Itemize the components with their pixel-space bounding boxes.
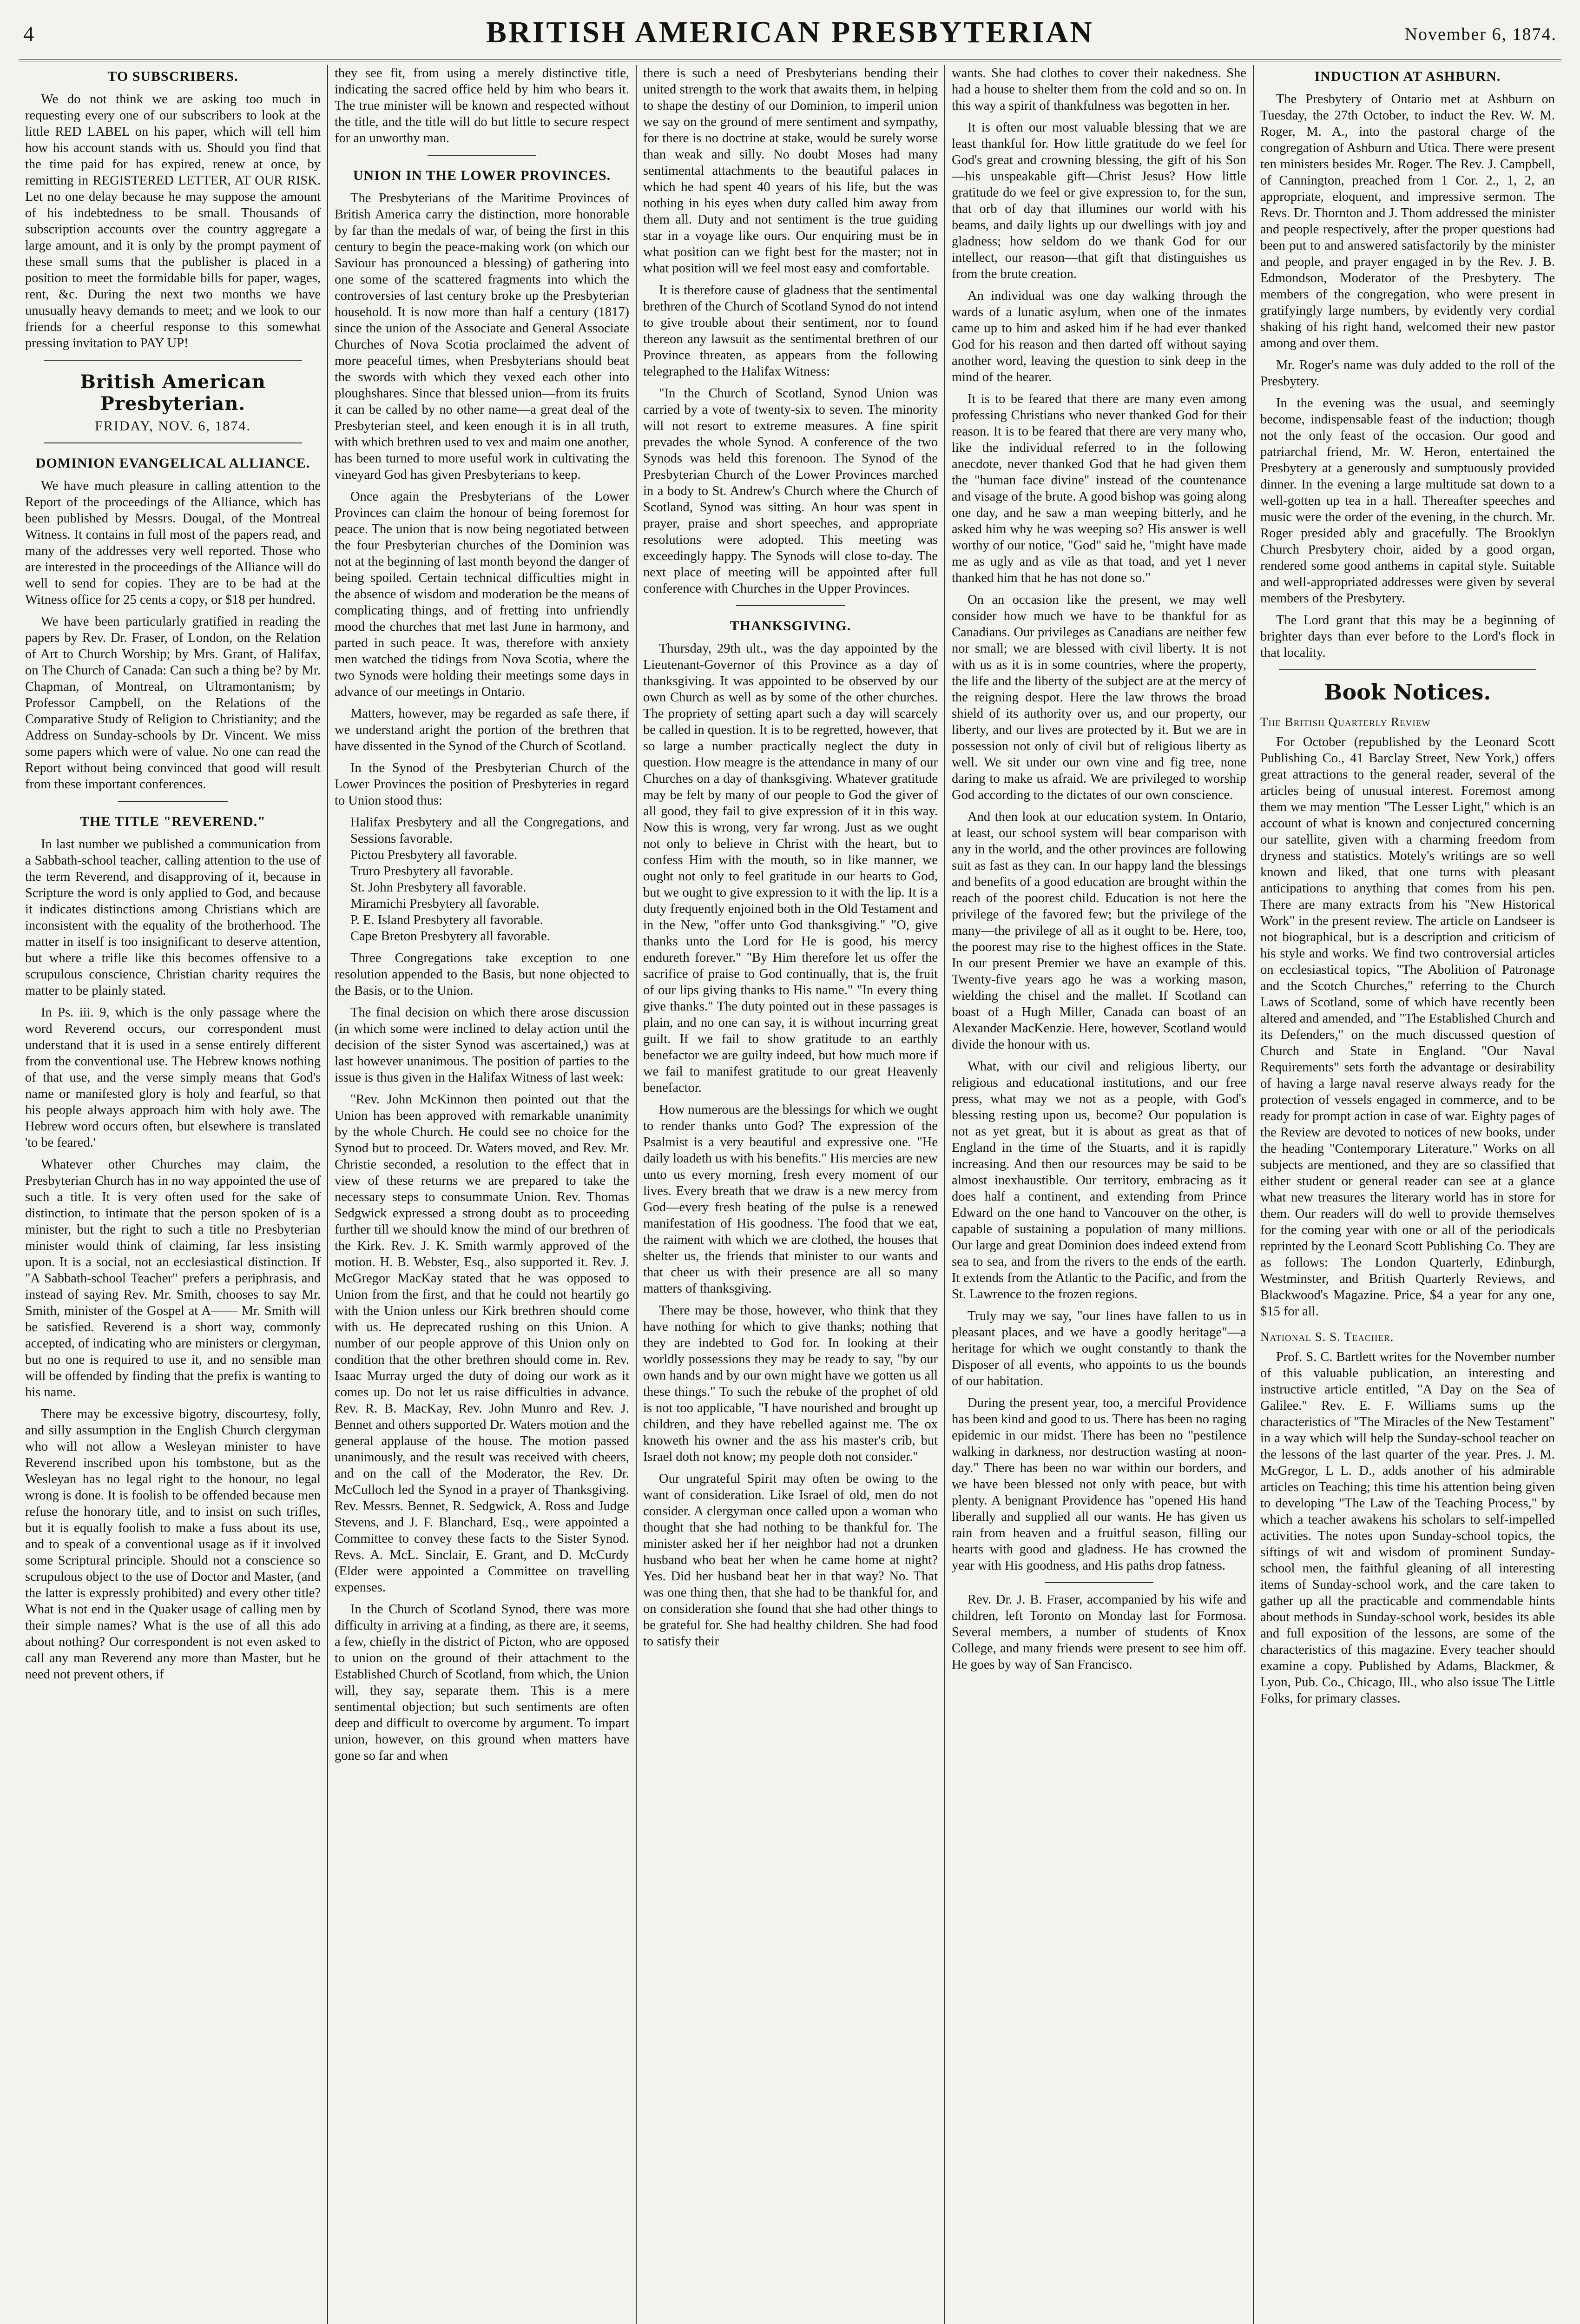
divider (1045, 1582, 1153, 1583)
presbytery-vote: Cape Breton Presbytery all favorable. (350, 929, 550, 944)
presbytery-vote: P. E. Island Presbytery all favorable. (350, 913, 543, 927)
article-paragraph: In the evening was the usual, and seemingly become, indispensable feast of the induction; though not the only feast of the occasion. Our good and patriarchal friend, Mr. W. Heron, entertained the Presbytery at a generously and sumptuously provided dinner. In the evening a large multitude sat down to a well-gotten up tea in a hall. Thereafter speeches and music were the order of the evening, in the church. Mr. Roger presided ably and gracefully. The Brooklyn Church Presbytery choir, aided by a good organ, rendered some good anthems in capital style. Suitable and well-appropriated addresses were given by several members of the Presbytery. (1260, 396, 1555, 606)
presbytery-vote: Truro Presbytery all favorable. (350, 864, 514, 878)
article-paragraph: there is such a need of Presbyterians bending their united strength to the work that awaits them, in helping to shape the destiny of our Dominion, to imperil union we say on the ground of mere sentiment and sympathy, for there is no doctrine at stake, would be surely worse than weak and silly. No doubt Moses had many sentimental attachments to the beautiful palaces in which he had spent 40 years of his life, but the was nothing in his eyes when duty called him away from them all. Duty and not sentiment is the true guiding star in a voyage like ours. Our enquiring must be in what position can we fight best for the master; not in what position will we feel most easy and comfortable. (643, 66, 938, 276)
induction-heading: INDUCTION AT ASHBURN. (1314, 69, 1501, 84)
article-paragraph: Truly may we say, "our lines have fallen to us in pleasant places, and we have a goodly heritage"—a heritage for which we ought constantly to thank the Disposer of all events, who appoints to us the bounds of our habitation. (952, 1309, 1246, 1388)
alliance-heading: DOMINION EVANGELICAL ALLIANCE. (35, 456, 310, 471)
article-paragraph: We have been particularly gratified in reading the papers by Rev. Dr. Fraser, of London, on the Relation of Art to Church Worship; by Mrs. Grant, of Halifax, on The Church of Canada: Can such a thing be? by Mr. Chapman, of Montreal, on Ultramontanism; by Professor Campbell, on the Relations of the Comparative Study of Religion to Christianity; and the Address on Sunday-schools by Dr. Vincent. We miss some papers which were of value. No one can read the Report without being convinced that good will result from these important conferences. (25, 614, 321, 792)
review-title: The British Quarterly Review (1260, 715, 1431, 729)
column-2 (327, 65, 636, 2324)
article-paragraph: Mr. Roger's name was duly added to the roll of the Presbytery. (1260, 358, 1555, 389)
issue-date: November 6, 1874. (1404, 25, 1557, 44)
presbytery-vote: Halifax Presbytery and all the Congregations, and Sessions favorable. (350, 815, 629, 846)
article-paragraph: Once again the Presbyterians of the Lower Provinces can claim the honour of being foremost for peace. The union that is now being negotiated between the four Presbyterian churches of the Dominion was not at the beginning of last month beyond the danger of being spoiled. Certain technical difficulties might in the absence of wisdom and moderation be the means of complicating things, and of fretting into unfriendly mood the churches that met last June in harmony, and parted in such peace. It was, therefore with anxiety men watched the tidings from Nova Scotia, where the two Synods were holding their meetings some days in advance of our meetings in Ontario. (335, 489, 629, 699)
divider (44, 360, 302, 361)
article-paragraph: On an occasion like the present, we may well consider how much we have to be thankful for as Canadians. Our privileges as Canadians are neither few nor small; we are blessed with civil liberty. It is not with us as it is in some countries, where the property, the life and the liberty of the subject are at the mercy of the reigning despot. Here the law throws the broad shield of its authority over us, and our property, our liberty, and our lives are protected by it. But we are in possession not only of civil but of religious liberty as well. We sit under our own vine and fig tree, none daring to make us afraid. We are privileged to worship God according to the dictates of our own conscience. (952, 593, 1246, 802)
paper-nameplate: British American Presbyterian. (80, 371, 266, 415)
page-columns (19, 65, 1561, 2324)
divider (736, 605, 845, 606)
review-title: National S. S. Teacher. (1260, 1330, 1394, 1344)
article-paragraph: The Presbyterians of the Maritime Provinces of British America carry the distinction, more honorable by far than the medals of war, of being the first in this century to begin the peace-making work (on which our Saviour has pronounced a blessing) of gathering into one some of the scattered fragments into which the controversies of last century broke up the Presbyterian household. It is now more than half a century (1817) since the union of the Associate and General Associate Churches of Nova Scotia proclaimed the advent of more peaceful times, when Presbyterians should beat the swords with which they vexed each other into ploughshares. Since that blessed union—from its fruits it can be called by no other name—a great deal of the Presbyterian steel, and keen enough it is in all truth, with which brethren used to vex and maim one another, has been turned to more useful work in cultivating the vineyard God has given Presbyterians to keep. (335, 191, 629, 482)
subscribers-notice: We do not think we are asking too much in requesting every one of our subscribers to look at the little RED LABEL on his paper, which will tell him how his account stands with us. Should you find that the time paid for has expired, renew at once, by remitting in REGISTERED LETTER, AT OUR RISK. Let no one delay because he may suppose the amount of his indebtedness to be small. Thousands of subscription accounts over the country aggregate a large amount, and it is only by the prompt payment of these small sums that the publisher is placed in a position to meet the formidable bills for paper, wages, rent, &c. During the next two months we have unusually heavy demands to meet; and we look to our friends for a cheerful response to this somewhat pressing invitation to PAY UP! (25, 92, 321, 350)
article-paragraph: Three Congregations take exception to one resolution appended to the Basis, but none objected to the Basis, or to the Union. (335, 951, 629, 998)
presbytery-vote: Miramichi Presbytery all favorable. (350, 897, 540, 911)
article-paragraph: There may be those, however, who think that they have nothing for which to give thanks; nothing that they are indebted to God for. In looking at their worldly possessions they may be ready to say, "by our own hands and by our own might have we gotten us all these things." To such the rebuke of the prophet of old is not too applicable, "I have nourished and brought up children, and they have rebelled against me. The ox knoweth his owner and the ass his master's crib, but Israel doth not know; my people doth not consider." (643, 1303, 938, 1464)
reverend-heading: THE TITLE "REVEREND." (80, 814, 266, 829)
article-paragraph: How numerous are the blessings for which we ought to render thanks unto God? The expression of the Psalmist is a very beautiful and expressive one. "He daily loadeth us with his benefits." His mercies are new unto us every morning, fresh every moment of our lives. Every breath that we draw is a new mercy from God—every fresh beating of the pulse is a renewed manifestation of His goodness. The food that we eat, the raiment with which we are clothed, the houses that shelter us, the friends that minister to our wants and that cheer us with their presence are all so many matters of thanksgiving. (643, 1103, 938, 1296)
column-3 (636, 65, 944, 2324)
article-paragraph: The final decision on which there arose discussion (in which some were inclined to delay action until the decision of the sister Synod was ascertained,) was at last however unanimous. The position of parties to the issue is thus given in the Halifax Witness of last week: (335, 1005, 629, 1085)
review-paragraph: Prof. S. C. Bartlett writes for the November number of this valuable publication, an interesting and instructive article entitled, "A Day on the Sea of Galilee." Rev. E. F. Williams sums up the characteristics of "The Miracles of the New Testament" in a way which will help the Sunday-school teacher on the lessons of the last quarter of the year. Pres. J. M. McGregor, L L. D., adds another of his admirable articles on Teaching; this time his attention being given to developing "The Law of the Teaching Process," by which a teacher awakens his scholars to self-impelled activities. The notes upon Sunday-school topics, the siftings of wit and wisdom of prominent Sunday-school men, the faithful gleaning of all interesting items of Sunday-school work, and the care taken to gather up all the practicable and commendable hints about methods in Sunday-school work, besides its able and full exposition of the lessons, are some of the characteristics of this magazine. Every teacher should examine a copy. Published by Adams, Blackmer, & Lyon, Pub. Co., Chicago, Ill., who also issue The Little Folks, for primary classes. (1260, 1350, 1555, 1706)
article-paragraph: What, with our civil and religious liberty, our religious and educational institutions, and our free press, what may we not as a people, with God's blessing resting upon us, become? Our population is not as yet great, but it is about as great as that of England in the time of the Stuarts, and it is rapidly increasing. And then our resources may be said to be almost inexhaustible. Our territory, embracing as it does half a continent, and extending from Prince Edward on the one hand to Vancouver on the other, is capable of sustaining a population of many millions. Our large and great Dominion does indeed extend from sea to sea, and from the rivers to the ends of the earth. It extends from the Atlantic to the Pacific, and from the St. Lawrence to the frozen regions. (952, 1059, 1246, 1301)
article-paragraph: The Presbytery of Ontario met at Ashburn on Tuesday, the 27th October, to induct the Rev. W. M. Roger, M. A., into the pastoral charge of the congregation of Ashburn and Utica. There were present ten ministers besides Mr. Roger. The Rev. J. Campbell, of Cannington, preached from 1 Cor. 2., 1, 2, an appropriate, eloquent, and impressive sermon. The Revs. Dr. Thornton and J. Thom addressed the minister and people respectively, after the proper questions had been put to and answered satisfactorily by the minister and people, and prayer engaged in by the Rev. J. B. Edmondson, Moderator of the Presbytery. The members of the congregation, who were present in gratifyingly large numbers, by evidently very cordial shaking of his right hand, welcomed their new pastor among and over them. (1260, 92, 1555, 350)
column-5 (1253, 65, 1561, 2324)
article-paragraph: It is often our most valuable blessing that we are least thankful for. How little gratitude do we feel for God's great and crowning blessing, the gift of his Son—his unspeakable gift—Christ Jesus? How little gratitude do we feel or give expression to, for the sun, that orb of day that illumines our world with his beams, and daily lights up our dwellings with joy and gladness; how seldom do we thank God for our intellect, our reason—that gift that distinguishes us from the brute creation. (952, 120, 1246, 281)
article-paragraph: During the present year, too, a merciful Providence has been kind and good to us. There has been no raging epidemic in our midst. There has been no "pestilence walking in darkness, nor destruction wasting at noon-day." There has been no war within our borders, and we have been blessed not only with peace, but with plenty. A benignant Providence has "opened His hand liberally and supplied all our wants. He has given us rain from heaven and a fruitful season, filling our hearts with good and gladness. He has crowned the year with His goodness, and His paths drop fatness. (952, 1396, 1246, 1573)
book-notices-heading: Book Notices. (1324, 680, 1491, 705)
article-paragraph: wants. She had clothes to cover their nakedness. She had a house to shelter them from the cold and so on. In this way a spirit of thankfulness was begotten in her. (952, 66, 1246, 113)
union-heading: UNION IN THE LOWER PROVINCES. (353, 168, 611, 183)
article-paragraph: Whatever other Churches may claim, the Presbyterian Church has in no way appointed the use of such a title. It is very often used for the sake of distinction, to intimate that the person spoken of is a minister, but the right to such a title no Presbyterian minister would think of claiming, far less insisting upon. It is a social, not an ecclesiastical distinction. If "A Sabbath-school Teacher" prefers a periphrasis, and instead of saying Rev. Mr. Smith, chooses to say Mr. Smith, minister of the Gospel at A—— Mr. Smith will be satisfied. Reverend is a short way, commonly accepted, of indicating who are ministers or clergyman, but no one is required to use it, and no sensible man will be offended by finding that the prefix is wanting to his name. (25, 1157, 321, 1400)
article-paragraph: Thursday, 29th ult., was the day appointed by the Lieutenant-Governor of this Province as a day of thanksgiving. It was appointed to be observed by our own Church as well as by some of the other churches. The propriety of setting apart such a day will scarcely be called in question. It is to be regretted, however, that so large a number practically neglect the duty in question. How meagre is the attendance in many of our Churches on a day of thanksgiving. Whatever gratitude may be felt by many of our people to God the giver of all good, they fail to give expression of it in this way. Now this is wrong, very far wrong. Just as we ought not only to believe in Christ with the heart, but to confess Him with the mouth, so in like manner, we ought not only to feel gratitude in our hearts to God, but we ought to give expression to it with the lip. It is a duty frequently enjoined both in the Old Testament and in the New, "offer unto God thanksgiving." "O, give thanks unto the Lord for He is good, his mercy endureth forever." "By Him therefore let us offer the sacrifice of praise to God continually, that is, the fruit of our lips giving thanks to His name." "In every thing give thanks." The duty pointed out in these passages is plain, and no one can say, it is without incurring great guilt. If we fail to show gratitude to an earthly benefactor we are guilty indeed, but how much more if we fail to manifest gratitude to our great Heavenly benefactor. (643, 641, 938, 1095)
article-paragraph: In Ps. iii. 9, which is the only passage where the word Reverend occurs, our correspondent must understand that it is used in a sense entirely different from the conventional use. The Hebrew knows nothing of that use, and the verse simply means that God's name or manifested glory is holy and fearful, so that his people always approach him with holy awe. The Hebrew word occurs often, but elsewhere is translated 'to be feared.' (25, 1005, 321, 1150)
article-paragraph: Matters, however, may be regarded as safe there, if we understand aright the portion of the brethren that have dissented in the Synod of the Church of Scotland. (335, 706, 629, 753)
subscribers-heading: TO SUBSCRIBERS. (107, 69, 238, 84)
dateline: FRIDAY, NOV. 6, 1874. (95, 418, 251, 434)
article-paragraph: There may be excessive bigotry, discourtesy, folly, and silly assumption in the English Church clergyman who will not allow a Wesleyan minister to have Reverend inscribed upon his tombstone, but as the Wesleyan has no legal right to the honour, no legal wrong is done. It is foolish to be offended because men refuse the honorary title, and to insist on such trifles, but it is equally foolish to make a fuss about its use, and to speak of a conventional usage as if it involved some Scriptural principle. Should not a conscience so scrupulous object to the use of Doctor and Master, (and the latter is expressly prohibited) and every other title? What is not end in the Quaker usage of calling men by their simple names? What is the use of all this ado about nothing? Our correspondent is not even asked to call any man Reverend any more than Master, but he need not prevent others, if (25, 1407, 321, 1682)
article-paragraph: We have much pleasure in calling attention to the Report of the proceedings of the Alliance, which has been published by Messrs. Dougal, of the Montreal Witness. It contains in full most of the papers read, and many of the addresses very well reported. Those who are interested in the proceedings of the Alliance will do well to send for copies. They are to be had at the Witness office for 25 cents a copy, or $18 per hundred. (25, 479, 321, 607)
divider (44, 442, 302, 443)
presbytery-vote: Pictou Presbytery all favorable. (350, 848, 518, 862)
article-paragraph: In last number we published a communication from a Sabbath-school teacher, calling attention to the use of the term Reverend, and disapproving of it, because in Scripture the word is only applied to God, and because it indicates distinctions among Christians which are inconsistent with the equality of the brotherhood. The matter in itself is too insignificant to deserve attention, but where a trifle like this becomes offensive to a scrupulous conscience, Christian charity requires the matter to be plainly stated. (25, 837, 321, 998)
paper-title: BRITISH AMERICAN PRESBYTERIAN (486, 15, 1094, 49)
article-paragraph: And then look at our education system. In Ontario, at least, our school system will bear comparison with any in the world, and the other provinces are following suit as fast as they can. In our happy land the blessings and benefits of a good education are brought within the reach of the poorest child. Education is not here the privilege of the favored few; but the privilege of the many—the privilege of all as it ought to be. Here, too, the poorest may rise to the highest offices in the State. In our present Premier we have an example of this. Twenty-five years ago he was a working mason, wielding the chisel and the mallet. If Scotland can boast of a Hugh Miller, Canada can boast of an Alexander MacKenzie. Here, however, Scotland would divide the honour with us. (952, 810, 1246, 1052)
quoted-telegram: "In the Church of Scotland, Synod Union was carried by a vote of twenty-six to seven. The minority will not resort to extreme measures. A fine spirit prevades the whole Synod. A conference of the two Synods was held this forenoon. The Synod of the Presbyterian Church of the Lower Provinces marched in a body to St. Andrew's Church where the Church of Scotland, Synod was sitting. An hour was spent in prayer, praise and short speeches, and appropriate resolutions were adopted. This meeting was exceedingly happy. The Synods will close to-day. The next place of meeting will be appointed after full conference with Churches in the Upper Provinces. (643, 386, 938, 596)
news-item: Rev. Dr. J. B. Fraser, accompanied by his wife and children, left Toronto on Monday last for Formosa. Several members, a number of students of Knox College, and many friends were present to see him off. He goes by way of San Francisco. (952, 1592, 1246, 1672)
divider (118, 801, 228, 802)
article-paragraph: Our ungrateful Spirit may often be owing to the want of consideration. Like Israel of old, men do not consider. A clergyman once called upon a woman who thought that she had nothing to be thankful for. The minister asked her if her neighbor had not a drunken husband who beat her when he came home at night? Yes. Did her husband beat her in that way? No. That was one thing then, that she had to be thankful for, and on consideration she found that she had other things to be grateful for. She had healthy children. She had food to satisfy their (643, 1472, 938, 1649)
article-paragraph: In the Synod of the Presbyterian Church of the Lower Provinces the position of Presbyteries in regard to Union stood thus: (335, 761, 629, 808)
article-paragraph: The Lord grant that this may be a beginning of brighter days than ever before to the Lord's flock in that locality. (1260, 613, 1555, 660)
masthead (19, 8, 1561, 61)
article-paragraph: An individual was one day walking through the wards of a lunatic asylum, when one of the inmates came up to him and asked him if he had ever thanked God for his reason and then darted off without saying another word, leaving the question to sink deep in the mind of the hearer. (952, 289, 1246, 384)
quoted-report: "Rev. John McKinnon then pointed out that the Union has been approved with remarkable unanimity by the whole Church. He could see no choice for the Synod but to proceed. Dr. Waters moved, and Rev. Mr. Christie seconded, a resolution to the effect that in view of these returns we are prepared to take the necessary steps to consummate Union. Rev. Thomas Sedgwick expressed a strong doubt as to proceeding further till we should know the mind of our brethren of the Kirk. Rev. J. K. Smith warmly approved of the motion. H. B. Webster, Esq., also supported it. Rev. J. McGregor MacKay stated that he was opposed to Union from the first, and that he could not heartily go with the Union unless our Kirk brethren should come with us. He deprecated rushing on this Union. A number of our people approve of this Union only on condition that the other brethren should come in. Rev. Isaac Murray urged the duty of doing our work as it comes up. Do not let us raise difficulties in advance. Rev. R. B. MacKay, Rev. John Munro and Rev. J. Bennet and others supported Dr. Waters motion and the general applause of the house. The motion passed unanimously, and the result was received with cheers, and on the call of the Moderator, the Rev. Dr. McCulloch led the Synod in a prayer of Thanksgiving. Rev. Messrs. Bennet, R. Sedgwick, A. Ross and Judge Stevens, and J. F. Blanchard, Esq., were appointed a Committee to convey these facts to the Sister Synod. Revs. A. McL. Sinclair, E. Grant, and D. McCurdy (Elder were appointed a Committee on travelling expenses. (335, 1092, 629, 1595)
article-paragraph: It is to be feared that there are many even among professing Christians who never thanked God for their reason. It is to be feared that there are very many who, like the individual referred to in the following anecdote, never thanked God that he had given them the "human face divine" instead of the countenance and visage of the brute. A good bishop was going along one day, and he saw a man weeping bitterly, and he asked him why he was weeping so? His answer is well worthy of our notice, "God" said he, "might have made me as ugly and as vile as that toad, and yet I never thanked him that he has not done so." (952, 392, 1246, 585)
thanksgiving-heading: THANKSGIVING. (730, 618, 851, 634)
column-1 (19, 65, 327, 2324)
page-number: 4 (23, 22, 34, 46)
article-paragraph: It is therefore cause of gladness that the sentimental brethren of the Church of Scotland Synod do not intend to give trouble about their sentiment, nor to found thereon any lawsuit as the sentimental brethren of our Province threaten, as appears from the following telegraphed to the Halifax Witness: (643, 283, 938, 379)
review-paragraph: For October (republished by the Leonard Scott Publishing Co., 41 Barclay Street, New York,) offers great attractions to the general reader, several of the articles being of unusual interest. Foremost among them we may mention "The Lesser Light," which is an account of what is known and conjectured concerning our satellite, given with a charming freedom from dryness and statistics. Motely's writings are so well known and liked, that one turns with pleasant anticipations to anything that comes from his pen. There are many extracts from his "New Historical Work" in the present review. The article on Landseer is not biographical, but is a description and criticism of his style and works. We find two controversial articles on ecclesiastical topics, "The Abolition of Patronage and the Scotch Churches," referring to the Church Laws of Scotland, some of which have recently been altered and amended, and "The Established Church and its Defenders," on the much discussed question of Church and State in England. "Our Naval Requirements" sets forth the advantage or desirability of having a large naval reserve always ready for the protection of vessels engaged in commerce, and to be ready for prompt action in case of war. Eighty pages of the Review are devoted to notices of new books, under the heading "Contemporary Literature." Works on all subjects are mentioned, and they are so classified that either student or general reader can see at a glance what new treasures the literary world has in store for them. Our readers will do well to provide themselves for the coming year with one or all of the periodicals reprinted by the Leonard Scott Publishing Co. They are as follows: The London Quarterly, Edinburgh, Westminster, and British Quarterly Reviews, and Blackwood's Magazine. Price, $4 a year for any one, $15 for all. (1260, 735, 1555, 1319)
divider (428, 155, 536, 156)
presbytery-vote: St. John Presbytery all favorable. (350, 880, 527, 895)
column-4 (944, 65, 1253, 2324)
divider (1279, 669, 1536, 670)
article-paragraph: In the Church of Scotland Synod, there was more difficulty in arriving at a finding, as there are, it seems, a few, chiefly in the district of Picton, who are opposed to union on the ground of their attachment to the Established Church of Scotland, from which, the Union will, they say, separate them. This is a mere sentimental objection; but such sentiments are often deep and difficult to overcome by argument. To impart union, however, on this ground when matters have gone so far and when (335, 1602, 630, 1763)
article-paragraph: they see fit, from using a merely distinctive title, indicating the sacred office held by him who bears it. The true minister will be known and respected without the title, and the title will do but little to secure respect for an unworthy man. (335, 66, 629, 145)
